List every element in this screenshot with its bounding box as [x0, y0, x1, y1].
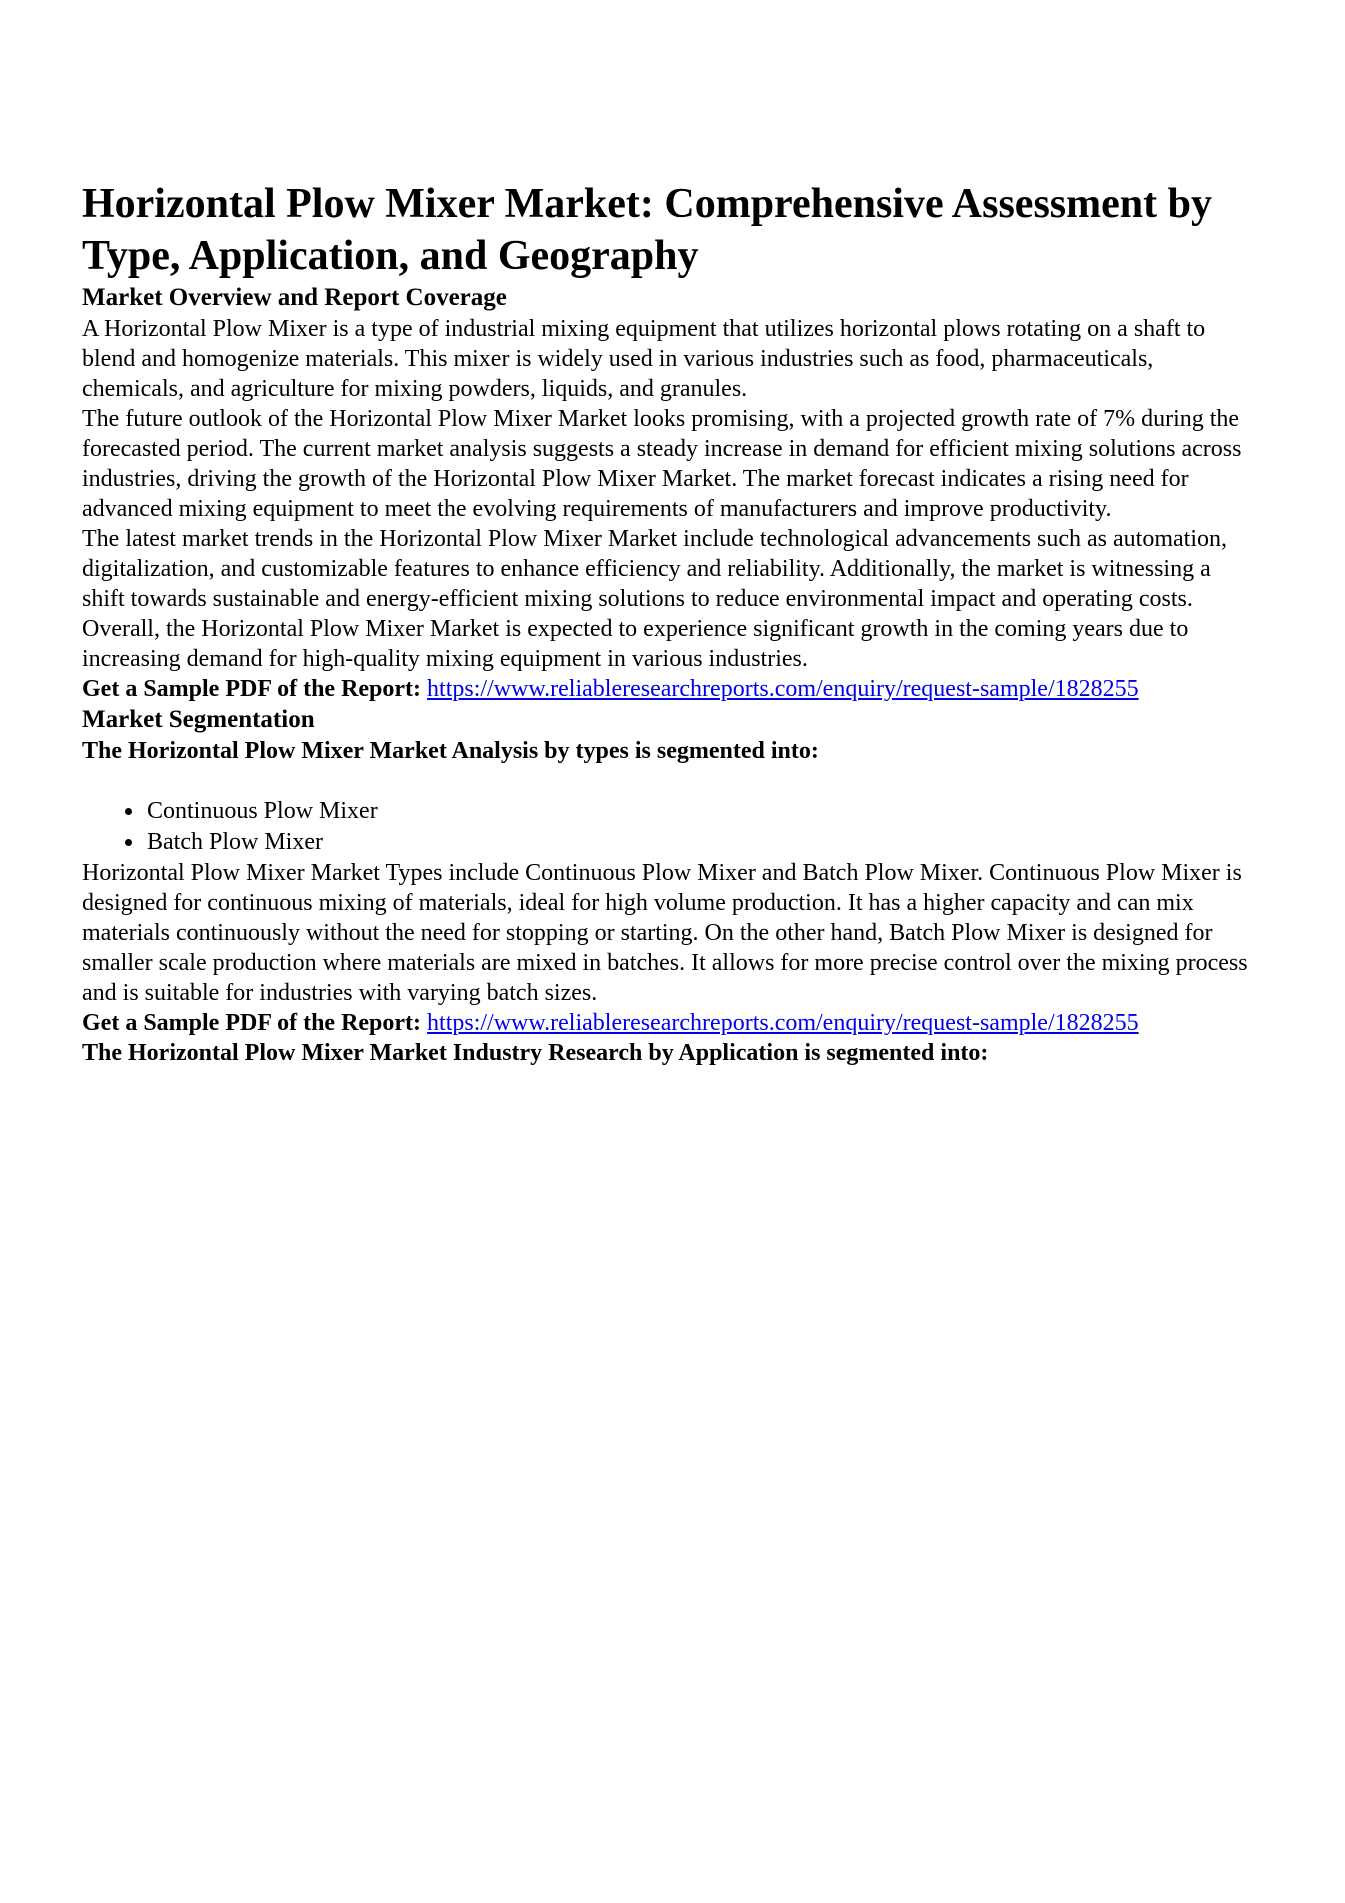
sample-report-line-1 — [82, 674, 1248, 704]
sample-report-label: Get a Sample PDF of the Report: — [82, 1010, 428, 1036]
types-segment-heading: The Horizontal Plow Mixer Market Analysis by types is segmented into: — [82, 738, 819, 764]
list-item-continuous-plow-mixer: • Continuous Plow Mixer — [145, 796, 1248, 827]
sample-report-link[interactable]: https://www.reliableresearchreports.com/enquiry/request-sample/1828255 — [427, 676, 1139, 702]
list-item-batch-plow-mixer: • Batch Plow Mixer — [145, 827, 1248, 858]
document-content — [82, 178, 1248, 1068]
section-heading-segmentation: Market Segmentation — [82, 706, 315, 733]
sample-report-label: Get a Sample PDF of the Report: — [82, 676, 428, 702]
section-heading-overview: Market Overview and Report Coverage — [82, 284, 507, 311]
sample-report-line-2 — [82, 1008, 1248, 1038]
paragraph-types-description: Horizontal Plow Mixer Market Types include Continuous Plow Mixer and Batch Plow Mixer. Continuous Plow Mixer is designed for continuous mixing of materials, ideal for high volume production. It has a higher capacity and can mix materials continuously without the need for stopping or starting. On the other hand, Batch Plow Mixer is designed for smaller scale production where materials are mixed in batches. It allows for more precise control over the mixing process and is suitable for industries with varying batch sizes. — [82, 860, 1248, 1006]
paragraph-future-outlook: The future outlook of the Horizontal Plow Mixer Market looks promising, with a projected growth rate of 7% during the forecasted period. The current market analysis suggests a steady increase in demand for efficient mixing solutions across industries, driving the growth of the Horizontal Plow Mixer Market. The market forecast indicates a rising need for advanced mixing equipment to meet the evolving requirements of manufacturers and improve productivity. — [82, 406, 1242, 522]
paragraph-overview-definition: A Horizontal Plow Mixer is a type of industrial mixing equipment that utilizes horizontal plows rotating on a shaft to blend and homogenize materials. This mixer is widely used in various industries such as food, pharmaceuticals, chemicals, and agriculture for mixing powders, liquids, and granules. — [82, 316, 1206, 402]
sample-report-link[interactable]: https://www.reliableresearchreports.com/enquiry/request-sample/1828255 — [427, 1010, 1139, 1036]
type-segment-list — [82, 796, 1248, 858]
application-segment-heading: The Horizontal Plow Mixer Market Industry Research by Application is segmented into: — [82, 1040, 989, 1066]
paragraph-market-trends: The latest market trends in the Horizontal Plow Mixer Market include technological advancements such as automation, digitalization, and customizable features to enhance efficiency and reliability. Additionally, the market is witnessing a shift towards sustainable and energy-efficient mixing solutions to reduce environmental impact and operating costs. Overall, the Horizontal Plow Mixer Market is expected to experience significant growth in the coming years due to increasing demand for high-quality mixing equipment in various industries. — [82, 526, 1227, 672]
page-title: Horizontal Plow Mixer Market: Comprehensive Assessment by Type, Application, and Geography — [82, 181, 1212, 279]
